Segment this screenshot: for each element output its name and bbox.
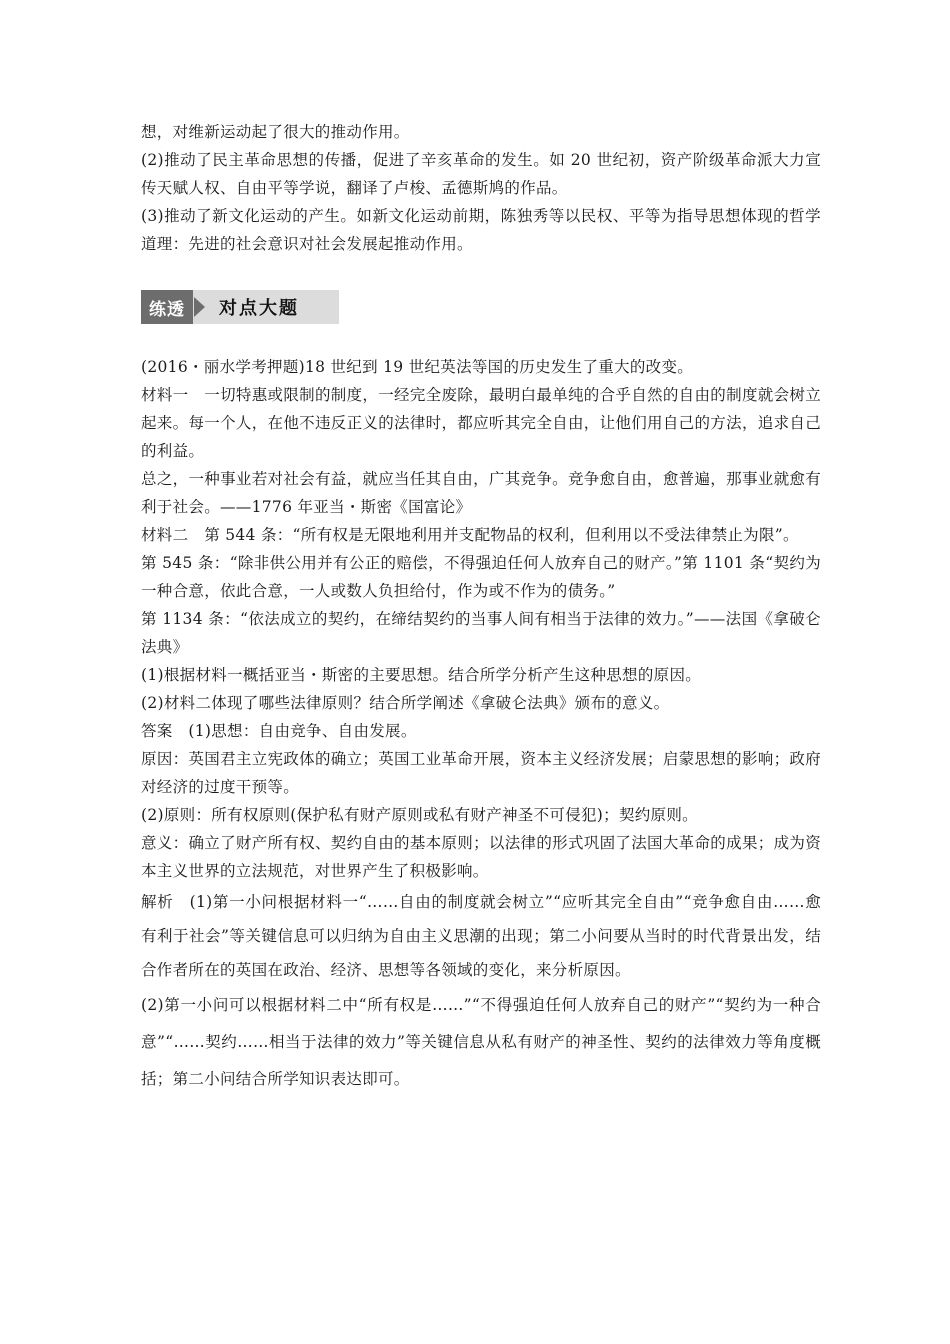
material-two-part-a: 材料二 第 544 条：“所有权是无限地利用并支配物品的权利，但利用以不受法律禁止为限”。	[141, 526, 799, 544]
answer-two: (2)原则：所有权原则(保护私有财产原则或私有财产神圣不可侵犯)；契约原则。	[141, 806, 698, 824]
section-title: 对点大题	[219, 298, 299, 319]
material-two-part-b: 第 545 条：“除非供公用并有公正的赔偿，不得强迫任何人放弃自己的财产。”第 1101 条“契约为一种合意，依此合意，一人或数人负担给付，作为或不作为的债务。”	[141, 554, 821, 600]
analysis-part-two: (2)第一小问可以根据材料二中“所有权是……”“不得强迫任何人放弃自己的财产”“契约为一种合意”“……契约……相当于法律的效力”等关键信息从私有财产的神圣性、契约的法律效力等角度概括；第二小问结合所学知识表达即可。	[141, 996, 821, 1088]
material-one-part-b: 总之，一种事业若对社会有益，就应当任其自由，广其竞争。竞争愈自由，愈普遍，那事业就愈有利于社会。——1776 年亚当・斯密《国富论》	[141, 470, 821, 516]
question-stem: (2016・丽水学考押题)18 世纪到 19 世纪英法等国的历史发生了重大的改变。	[141, 358, 694, 376]
analysis-part-one: 解析 (1)第一小问根据材料一“……自由的制度就会树立”“应听其完全自由”“竞争愈自由……愈有利于社会”等关键信息可以归纳为自由主义思潮的出现；第二小问要从当时的时代背景出发，结合作者所在的英国在政治、经济、思想等各领域的变化，来分析原因。	[141, 893, 821, 979]
question-two: (2)材料二体现了哪些法律原则？结合所学阐述《拿破仑法典》颁布的意义。	[141, 694, 670, 712]
question-one: (1)根据材料一概括亚当・斯密的主要思想。结合所学分析产生这种思想的原因。	[141, 666, 702, 684]
section-tag: 练透	[141, 290, 193, 324]
answer-one-reason: 原因：英国君主立宪政体的确立；英国工业革命开展，资本主义经济发展；启蒙思想的影响；政府对经济的过度干预等。	[141, 750, 821, 796]
question-block	[141, 353, 821, 1098]
arrow-icon	[194, 297, 205, 317]
material-two-part-c: 第 1134 条：“依法成立的契约，在缔结契约的当事人间有相当于法律的效力。”——法国《拿破仑法典》	[141, 610, 821, 656]
answer-two-meaning: 意义：确立了财产所有权、契约自由的基本原则；以法律的形式巩固了法国大革命的成果；成为资本主义世界的立法规范，对世界产生了积极影响。	[141, 834, 821, 880]
intro-line-2: (2)推动了民主革命思想的传播，促进了辛亥革命的发生。如 20 世纪初，资产阶级革命派大力宣传天赋人权、自由平等学说，翻译了卢梭、孟德斯鸠的作品。	[141, 151, 821, 197]
intro-line-3: (3)推动了新文化运动的产生。如新文化运动前期，陈独秀等以民权、平等为指导思想体现的哲学道理：先进的社会意识对社会发展起推动作用。	[141, 207, 821, 253]
section-banner	[141, 290, 339, 324]
intro-block	[141, 118, 821, 258]
intro-line-1: 想，对维新运动起了很大的推动作用。	[141, 123, 410, 141]
material-one-part-a: 材料一 一切特惠或限制的制度，一经完全废除，最明白最单纯的合乎自然的自由的制度就会树立起来。每一个人，在他不违反正义的法律时，都应听其完全自由，让他们用自己的方法，追求自己的利益。	[141, 386, 821, 460]
answer-one: 答案 (1)思想：自由竞争、自由发展。	[141, 722, 417, 740]
